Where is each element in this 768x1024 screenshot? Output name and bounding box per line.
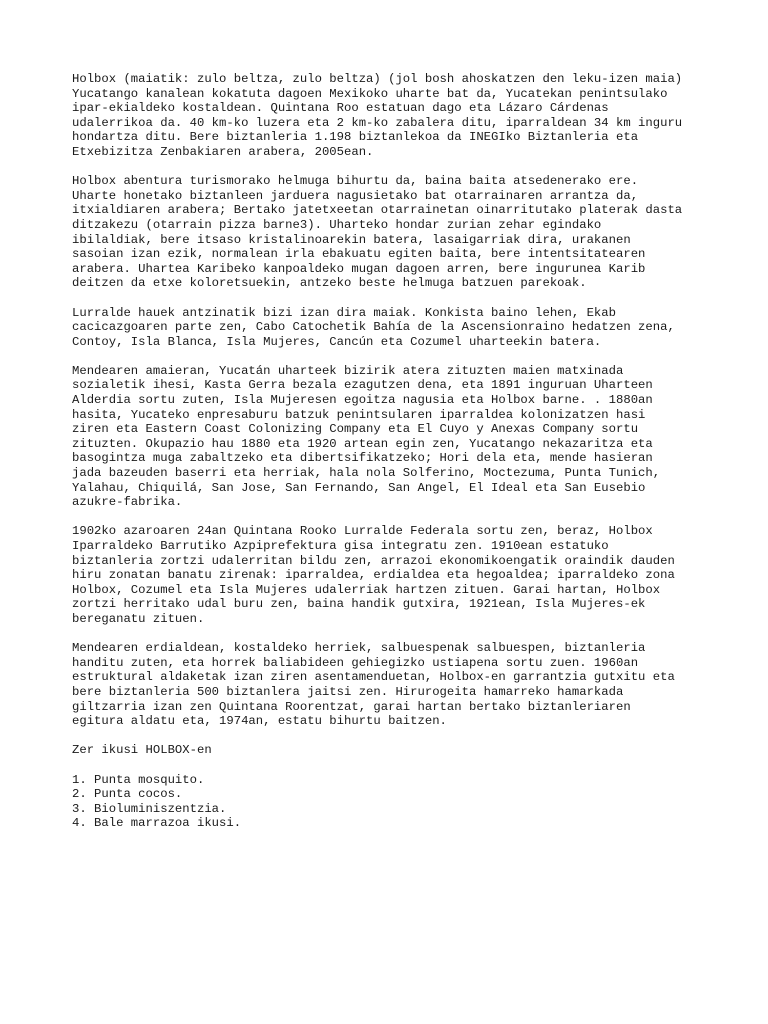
- section-title: Zer ikusi HOLBOX-en: [72, 743, 212, 758]
- list-item: 2. Punta cocos.: [72, 787, 183, 802]
- list-item: 1. Punta mosquito.: [72, 772, 205, 787]
- paragraph-history-midcentury: Mendearen erdialdean, kostaldeko herriek, salbuespenak salbuespen, biztanleria handitu zuten, eta horrek baliabideen gehiegizko ustiapena sortu zuen. 1960an estruktural aldaketak izan ziren asentamenduetan, Holbox-en garrantzia gutxitu eta bere biztanleria 500 biztanlera jaitsi zen. Hirurogeita hamarreko hamarkada giltzarria izan zen Quintana Roorentzat, garai hartan bertako biztanleriaren egitura aldatu eta, 1974an, estatu bihurtu baitzen.: [72, 641, 675, 729]
- paragraph-intro: Holbox (maiatik: zulo beltza, zulo beltza) (jol bosh ahoskatzen den leku-izen maia) Yucatango kanalean kokatuta dagoen Mexikoko uharte bat da, Yucatekan penintsulako ipar-ekialdeko kostaldean. Quintana Roo estatuan dago eta Lázaro Cárdenas udalerrikoa da. 40 km-ko luzera eta 2 km-ko zabalera ditu, iparraldean 34 km inguru hondartza ditu. Bere biztanleria 1.198 biztanlekoa da INEGIko Biztanleria eta Etxebizitza Zenbakiaren arabera, 2005ean.: [72, 72, 683, 159]
- sights-list: [72, 773, 752, 831]
- list-item: 3. Bioluminiszentzia.: [72, 801, 227, 816]
- document-page: [72, 72, 752, 831]
- paragraph-tourism: Holbox abentura turismorako helmuga bihurtu da, baina baita atsedenerako ere. Uharte honetako biztanleen jarduera nagusietako bat otarrainaren arrantza da, itxialdiaren arabera; Bertako jatetxeetan otarrainetan oinarritutako platerak dasta ditzakezu (otarrain pizza barne3). Uharteko hondar zurian zehar egindako ibilaldiak, bere itsaso kristalinoarekin batera, lasaigarriak dira, urakanen sasoian izan ezik, normalean irla ebakuatu egiten baita, bere intentsitatearen arabera. Uhartea Karibeko kanpoaldeko mugan dagoen arren, bere ingurunea Karib deitzen da etxe koloretsuekin, antzeko beste helmuga batzuen parekoak.: [72, 174, 683, 291]
- paragraph-history-1902: 1902ko azaroaren 24an Quintana Rooko Lurralde Federala sortu zen, beraz, Holbox Iparraldeko Barrutiko Azpiprefektura gisa integratu zen. 1910ean estatuko biztanleria zortzi udalerritan bildu zen, arrazoi ekonomikoengatik oraindik dauden hiru zonatan banatu zirenak: iparraldea, erdialdea eta hegoaldea; iparraldeko zona Holbox, Cozumel eta Isla Mujeres udalerriak hartzen zituen. Garai hartan, Holbox zortzi herritako udal buru zen, baina handik gutxira, 1921ean, Isla Mujeres-ek bereganatu zituen.: [72, 524, 675, 626]
- list-item: 4. Bale marrazoa ikusi.: [72, 816, 242, 831]
- paragraph-history-maya: Lurralde hauek antzinatik bizi izan dira maiak. Konkista baino lehen, Ekab cacicazgoaren parte zen, Cabo Catochetik Bahía de la Ascensionraino hedatzen zena, Contoy, Isla Blanca, Isla Mujeres, Cancún eta Cozumel uharteekin batera.: [72, 305, 675, 349]
- paragraph-history-colonization: Mendearen amaieran, Yucatán uharteek bizirik atera zituzten maien matxinada sozialetik ihesi, Kasta Gerra bezala ezagutzen dena, eta 1891 inguruan Uharteen Alderdia sortu zuten, Isla Mujeresen egoitza nagusia eta Holbox barne. . 1880an hasita, Yucateko enpresaburu batzuk penintsularen iparraldea kolonizatzen hasi ziren eta Eastern Coast Colonizing Company eta El Cuyo y Anexas Company sortu zituzten. Okupazio hau 1880 eta 1920 artean egin zen, Yucatango nekazaritza eta basogintza muga zabaltzeko eta dibertsifikatzeko; Hori dela eta, mende hasieran jada bazeuden baserri eta herriak, hala nola Solferino, Moctezuma, Punta Tunich, Yalahau, Chiquilá, San Jose, San Fernando, San Angel, El Ideal eta San Eusebio azukre-fabrika.: [72, 363, 661, 510]
